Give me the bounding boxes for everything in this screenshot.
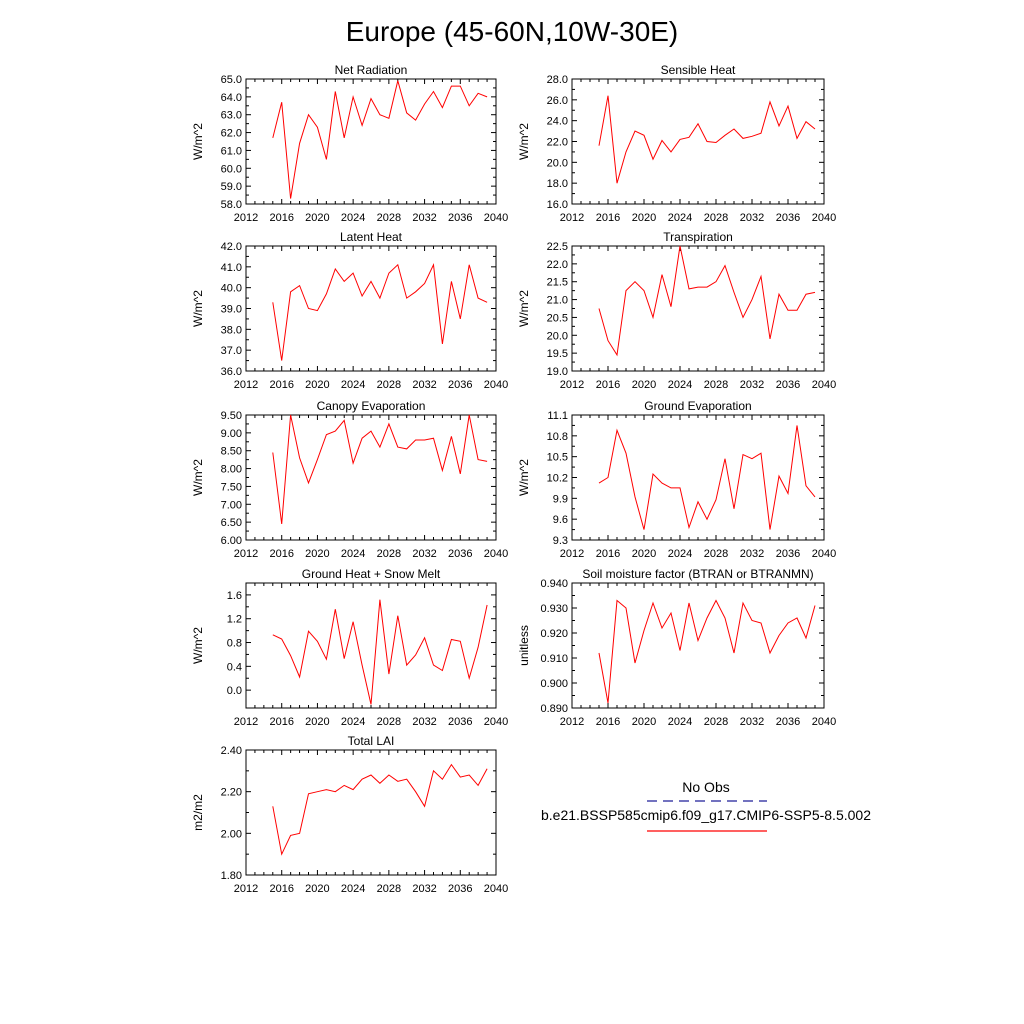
x-tick-label: 2032 xyxy=(412,212,437,224)
x-tick-label: 2036 xyxy=(775,548,801,560)
x-tick-label: 2032 xyxy=(412,548,437,560)
x-tick-label: 2016 xyxy=(595,716,621,728)
y-tick-label: 0.900 xyxy=(540,678,568,690)
x-tick-label: 2024 xyxy=(340,212,366,224)
x-tick-label: 2032 xyxy=(739,212,765,224)
panel-title: Latent Heat xyxy=(339,230,403,244)
x-tick-label: 2032 xyxy=(412,883,437,895)
y-tick-label: 9.6 xyxy=(552,514,568,527)
x-tick-label: 2016 xyxy=(595,379,621,391)
x-tick-label: 2016 xyxy=(595,212,621,224)
y-tick-label: 0.910 xyxy=(540,653,568,665)
x-tick-label: 2024 xyxy=(340,548,366,560)
y-tick-label: 0.8 xyxy=(226,637,242,650)
x-tick-label: 2036 xyxy=(448,212,473,224)
panel-title: Sensible Heat xyxy=(660,63,736,77)
y-tick-label: 10.8 xyxy=(546,430,568,443)
y-tick-label: 21.5 xyxy=(546,276,568,289)
x-tick-label: 2028 xyxy=(376,548,402,560)
x-tick-label: 2020 xyxy=(305,548,330,560)
x-tick-label: 2028 xyxy=(376,212,402,224)
y-tick-label: 36.0 xyxy=(220,366,242,378)
legend-obs-label: No Obs xyxy=(682,779,730,795)
y-tick-label: 22.5 xyxy=(546,241,568,253)
x-tick-label: 2020 xyxy=(631,379,657,391)
x-tick-label: 2016 xyxy=(269,716,294,728)
x-tick-label: 2016 xyxy=(269,379,294,391)
y-tick-label: 11.1 xyxy=(547,410,568,422)
y-tick-label: 2.20 xyxy=(220,786,242,799)
y-tick-label: 61.0 xyxy=(220,145,242,158)
y-tick-label: 19.0 xyxy=(546,366,568,378)
y-axis-label: W/m^2 xyxy=(517,123,531,160)
y-tick-label: 59.0 xyxy=(220,181,242,194)
y-tick-label: 2.00 xyxy=(220,828,242,841)
y-tick-label: 62.0 xyxy=(220,127,242,140)
x-tick-label: 2012 xyxy=(559,212,585,224)
y-axis-label: W/m^2 xyxy=(191,290,205,327)
y-tick-label: 1.6 xyxy=(226,589,242,602)
x-tick-label: 2036 xyxy=(775,716,801,728)
x-tick-label: 2016 xyxy=(269,548,294,560)
y-tick-label: 0.4 xyxy=(226,661,242,674)
x-tick-label: 2040 xyxy=(811,379,837,391)
x-tick-label: 2032 xyxy=(412,379,437,391)
y-tick-label: 8.00 xyxy=(220,463,242,476)
y-tick-label: 63.0 xyxy=(220,109,242,122)
figure-title: Europe (45-60N,10W-30E) xyxy=(345,16,679,47)
y-tick-label: 9.3 xyxy=(552,535,568,547)
y-tick-label: 8.50 xyxy=(220,445,242,458)
y-tick-label: 38.0 xyxy=(220,324,242,337)
y-tick-label: 64.0 xyxy=(220,91,242,104)
y-tick-label: 18.0 xyxy=(546,178,568,191)
x-tick-label: 2040 xyxy=(483,212,509,224)
x-tick-label: 2020 xyxy=(305,379,330,391)
panel-title: Canopy Evaporation xyxy=(316,399,426,413)
y-tick-label: 0.920 xyxy=(540,628,568,640)
x-tick-label: 2012 xyxy=(559,379,585,391)
x-tick-label: 2040 xyxy=(483,716,509,728)
y-tick-label: 7.50 xyxy=(220,481,242,494)
y-tick-label: 19.5 xyxy=(546,348,568,361)
x-tick-label: 2024 xyxy=(667,548,693,560)
x-tick-label: 2020 xyxy=(305,212,330,224)
y-tick-label: 0.940 xyxy=(540,578,568,590)
x-tick-label: 2032 xyxy=(412,716,437,728)
y-axis-label: W/m^2 xyxy=(191,459,205,496)
panel-title: Ground Heat + Snow Melt xyxy=(301,567,441,581)
x-tick-label: 2020 xyxy=(305,716,330,728)
legend-model-label: b.e21.BSSP585cmip6.f09_g17.CMIP6-SSP5-8.5.002 xyxy=(541,807,871,823)
y-tick-label: 1.80 xyxy=(220,870,242,882)
panel-title: Net Radiation xyxy=(334,63,408,77)
x-tick-label: 2012 xyxy=(559,716,585,728)
y-tick-label: 20.0 xyxy=(546,157,568,170)
panel-title: Total LAI xyxy=(347,734,395,748)
x-tick-label: 2024 xyxy=(340,379,366,391)
y-tick-label: 9.50 xyxy=(220,410,242,422)
x-tick-label: 2028 xyxy=(703,379,729,391)
x-tick-label: 2040 xyxy=(811,716,837,728)
x-tick-label: 2012 xyxy=(233,379,259,391)
y-axis-label: unitless xyxy=(517,625,531,666)
x-tick-label: 2036 xyxy=(775,379,801,391)
y-tick-label: 60.0 xyxy=(220,163,242,176)
x-tick-label: 2036 xyxy=(775,212,801,224)
x-tick-label: 2028 xyxy=(376,379,402,391)
x-tick-label: 2036 xyxy=(448,883,473,895)
y-tick-label: 20.5 xyxy=(546,312,568,325)
x-tick-label: 2028 xyxy=(703,212,729,224)
y-tick-label: 21.0 xyxy=(546,294,568,307)
x-tick-label: 2028 xyxy=(703,548,729,560)
y-tick-label: 2.40 xyxy=(220,745,242,757)
x-tick-label: 2024 xyxy=(667,212,693,224)
x-tick-label: 2012 xyxy=(233,883,259,895)
y-tick-label: 22.0 xyxy=(546,136,568,149)
x-tick-label: 2012 xyxy=(233,212,259,224)
x-tick-label: 2028 xyxy=(703,716,729,728)
y-tick-label: 20.0 xyxy=(546,330,568,343)
y-tick-label: 26.0 xyxy=(546,94,568,107)
x-tick-label: 2012 xyxy=(233,716,259,728)
x-tick-label: 2012 xyxy=(233,548,259,560)
y-tick-label: 0.890 xyxy=(540,703,568,715)
x-tick-label: 2032 xyxy=(739,548,765,560)
y-tick-label: 7.00 xyxy=(220,499,242,512)
x-tick-label: 2016 xyxy=(269,883,294,895)
x-tick-label: 2020 xyxy=(305,883,330,895)
x-tick-label: 2024 xyxy=(667,716,693,728)
x-tick-label: 2036 xyxy=(448,379,473,391)
x-tick-label: 2024 xyxy=(667,379,693,391)
x-tick-label: 2020 xyxy=(631,212,657,224)
x-tick-label: 2040 xyxy=(483,379,509,391)
y-axis-label: W/m^2 xyxy=(517,290,531,327)
y-tick-label: 0.930 xyxy=(540,603,568,615)
y-tick-label: 22.0 xyxy=(546,258,568,271)
y-tick-label: 24.0 xyxy=(546,115,568,128)
x-tick-label: 2024 xyxy=(340,716,366,728)
y-tick-label: 40.0 xyxy=(220,282,242,295)
y-tick-label: 9.9 xyxy=(552,493,568,506)
panel-title: Ground Evaporation xyxy=(644,399,752,413)
y-tick-label: 0.0 xyxy=(226,685,242,698)
y-axis-label: W/m^2 xyxy=(191,627,205,664)
x-tick-label: 2036 xyxy=(448,548,473,560)
x-tick-label: 2020 xyxy=(631,716,657,728)
x-tick-label: 2040 xyxy=(483,548,509,560)
x-tick-label: 2024 xyxy=(340,883,366,895)
y-tick-label: 10.2 xyxy=(546,472,568,485)
y-tick-label: 37.0 xyxy=(220,345,242,358)
y-axis-label: m2/m2 xyxy=(191,794,205,831)
y-axis-label: W/m^2 xyxy=(191,123,205,160)
x-tick-label: 2036 xyxy=(448,716,473,728)
x-tick-label: 2012 xyxy=(559,548,585,560)
y-tick-label: 41.0 xyxy=(220,261,242,274)
panel-title: Transpiration xyxy=(663,230,733,244)
y-axis-label: W/m^2 xyxy=(517,459,531,496)
y-tick-label: 65.0 xyxy=(220,74,242,86)
x-tick-label: 2032 xyxy=(739,379,765,391)
x-tick-label: 2016 xyxy=(595,548,621,560)
x-tick-label: 2016 xyxy=(269,212,294,224)
x-tick-label: 2040 xyxy=(811,548,837,560)
x-tick-label: 2028 xyxy=(376,716,402,728)
x-tick-label: 2040 xyxy=(483,883,509,895)
panel-title: Soil moisture factor (BTRAN or BTRANMN) xyxy=(582,567,814,581)
y-tick-label: 6.50 xyxy=(220,517,242,530)
y-tick-label: 42.0 xyxy=(220,241,242,253)
x-tick-label: 2020 xyxy=(631,548,657,560)
x-tick-label: 2028 xyxy=(376,883,402,895)
x-tick-label: 2032 xyxy=(739,716,765,728)
y-tick-label: 58.0 xyxy=(220,199,242,211)
y-tick-label: 9.00 xyxy=(220,427,242,440)
y-tick-label: 16.0 xyxy=(546,199,568,211)
y-tick-label: 6.00 xyxy=(220,535,242,547)
y-tick-label: 1.2 xyxy=(226,613,242,626)
y-tick-label: 10.5 xyxy=(546,451,568,464)
y-tick-label: 39.0 xyxy=(220,303,242,316)
x-tick-label: 2040 xyxy=(811,212,837,224)
y-tick-label: 28.0 xyxy=(546,74,568,86)
